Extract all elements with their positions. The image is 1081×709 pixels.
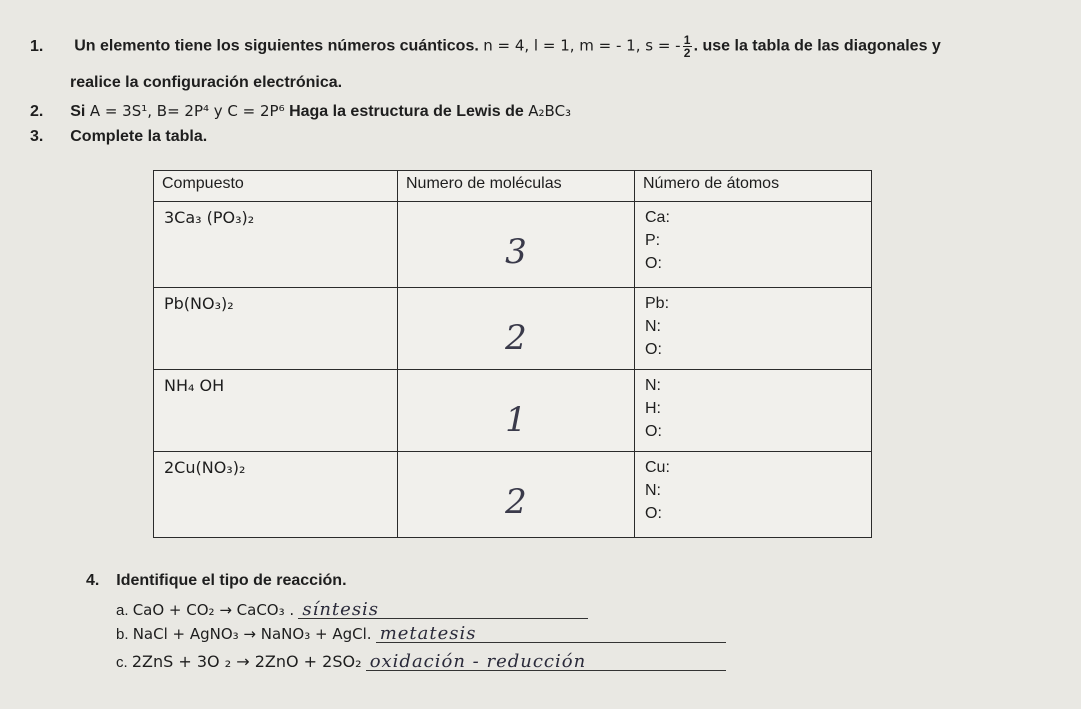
atoms-cell (635, 452, 871, 529)
reaction-item-a (116, 600, 588, 619)
question-2-number: 2. (30, 103, 44, 120)
molecules-answer: 2 (505, 318, 527, 358)
fraction-one-half: $\frac{1}{2}$ (683, 33, 691, 60)
atoms-cell (635, 288, 871, 365)
header-compound: Compuesto (154, 171, 398, 202)
reaction-item-c (116, 652, 726, 671)
compounds-table (153, 170, 872, 538)
question-2-text: Haga la estructura de Lewis de (284, 103, 529, 120)
question-2-if: Si (70, 103, 90, 120)
compound-cell: 3Ca₃ (PO₃)₂ (164, 208, 255, 227)
handwritten-answer: metatesis (379, 623, 477, 644)
reaction-item-b (116, 624, 726, 643)
lewis-target-formula: A₂BC₃ (528, 102, 572, 120)
electron-configs: A = 3S¹, B= 2P⁴ y C = 2P⁶ (89, 102, 285, 120)
header-molecules: Numero de moléculas (398, 171, 635, 202)
molecules-answer: 3 (505, 232, 527, 272)
atom-label: O: (645, 423, 662, 440)
molecules-answer: 1 (505, 400, 527, 440)
table-row (154, 452, 872, 538)
question-4-title: Identifique el tipo de reacción. (116, 572, 347, 589)
atom-label: O: (645, 341, 662, 358)
item-label: b. (116, 626, 129, 643)
compound-cell: 2Cu(NO₃)₂ (164, 458, 246, 477)
atoms-cell (635, 370, 871, 447)
atom-label: N: (645, 482, 661, 499)
table-row (154, 202, 872, 288)
answer-line (366, 652, 726, 671)
quantum-numbers: n = 4, l = 1, m = - 1, s = - (483, 36, 681, 55)
table-row (154, 370, 872, 452)
question-3-text: Complete la tabla. (70, 128, 208, 145)
atom-label: H: (645, 400, 661, 417)
question-1-text: Un elemento tiene los siguientes números cuánticos. (74, 37, 484, 55)
handwritten-answer: síntesis (302, 599, 380, 620)
atom-label: Pb: (645, 295, 670, 312)
table-row (154, 288, 872, 370)
item-label: c. (116, 654, 128, 671)
reaction-equation: NaCl + AgNO₃ → NaNO₃ + AgCl. (132, 625, 372, 643)
atom-label: O: (645, 505, 662, 522)
compound-cell: NH₄ OH (164, 376, 225, 395)
question-2 (30, 102, 571, 121)
atom-label: Ca: (645, 209, 670, 226)
question-1 (30, 34, 941, 59)
atom-label: O: (645, 255, 662, 272)
answer-line (298, 600, 588, 619)
reaction-equation: CaO + CO₂ → CaCO₃ . (132, 601, 295, 619)
question-1-number: 1. (30, 37, 44, 55)
item-label: a. (116, 602, 129, 619)
atom-label: Cu: (645, 459, 670, 476)
question-3-number: 3. (30, 128, 44, 145)
table-header-row (154, 171, 872, 202)
molecules-answer: 2 (505, 482, 527, 522)
header-atoms: Número de átomos (635, 171, 872, 202)
atom-label: N: (645, 318, 661, 335)
handwritten-answer: oxidación - reducción (369, 651, 587, 672)
atom-label: P: (645, 232, 661, 249)
question-3 (30, 128, 207, 146)
question-4 (86, 572, 347, 590)
question-1-text-end: . use la tabla de las diagonales y (693, 37, 941, 55)
question-1-line-2: realice la configuración electrónica. (70, 74, 343, 91)
compound-cell: Pb(NO₃)₂ (164, 294, 234, 313)
answer-line (376, 624, 726, 643)
atoms-cell (635, 202, 871, 279)
atom-label: N: (645, 377, 661, 394)
question-4-number: 4. (86, 572, 100, 589)
reaction-equation: 2ZnS + 3O ₂ → 2ZnO + 2SO₂ (131, 652, 362, 671)
